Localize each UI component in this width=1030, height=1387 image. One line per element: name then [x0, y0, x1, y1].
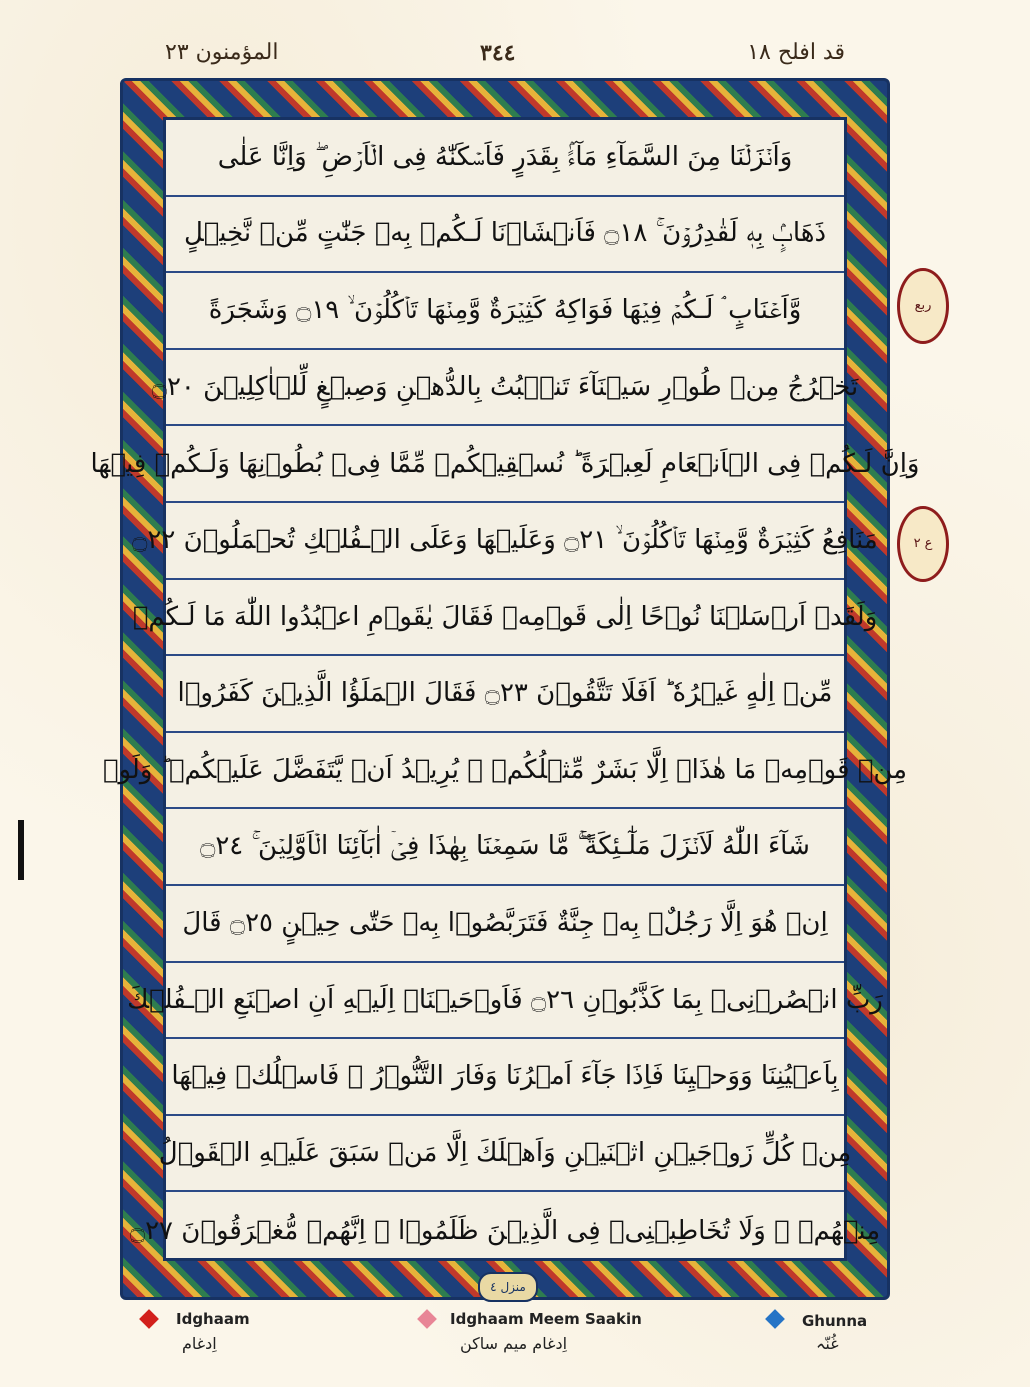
- blue-diamond-icon: [765, 1309, 785, 1329]
- legend-label-urdu: اِدغام: [182, 1334, 217, 1353]
- legend-label-urdu: غُنّہ: [816, 1334, 839, 1353]
- juz-name-header: قد افلح ١٨: [747, 40, 845, 65]
- edge-mark: [18, 820, 24, 880]
- verse-line: تَخۡرُجُ مِنۡ طُوۡرِ سَيۡنَآءَ تَنۡۢبُتُ بِالدُّهۡنِ وَصِبۡغٍ لِّلۡاٰكِلِيۡنَ ۝٢٠: [166, 350, 844, 427]
- verse-line: مِنۡهُمۡ ۚ وَلَا تُخَاطِبۡنِىۡ فِى الَّذِيۡنَ ظَلَمُوۡا ۚ اِنَّهُمۡ مُّغۡرَقُوۡنَ ۝٢٧: [129, 1215, 881, 1246]
- verse-line: وَّاَعۡنَابٍ ۘ لَـكُمۡ فِيۡهَا فَوَاكِهُ كَثِيۡرَةٌ وَّمِنۡهَا تَاۡكُلُوۡنَ ۙ ۝١٩ وَشَجَرَةً: [166, 273, 844, 350]
- verse-line: اِنۡ هُوَ اِلَّا رَجُلٌۢ بِهٖ جِنَّةٌ فَتَرَبَّصُوۡا بِهٖ حَتّٰى حِيۡنٍ ۝٢٥ قَالَ: [166, 886, 844, 963]
- ornamental-border: [90, 78, 920, 1300]
- verse-line: مِنۡ كُلٍّ زَوۡجَيۡنِ اثۡنَيۡنِ وَاَهۡلَكَ اِلَّا مَنۡ سَبَقَ عَلَيۡهِ الۡقَوۡلُ: [166, 1116, 844, 1193]
- verse-line: رَبِّ انۡصُرۡنِىۡ بِمَا كَذَّبُوۡنِ ۝٢٦ فَاَوۡحَيۡنَاۤ اِلَيۡهِ اَنِ اصۡنَعِ الۡـفُلۡكَ: [166, 963, 844, 1040]
- legend-label-urdu: اِدغام میم ساکن: [460, 1334, 568, 1353]
- red-diamond-icon: [139, 1309, 159, 1329]
- surah-name-header: المؤمنون ٢٣: [165, 40, 279, 65]
- page-number: ٣٤٤: [480, 40, 516, 66]
- verse-line: وَاِنَّ لَـكُمۡ فِى الۡاَنۡعَامِ لَعِبۡرَةً ؕ نُسۡقِيۡكُمۡ مِّمَّا فِىۡ بُطُوۡنِهَا وَلَـكُمۡ فِيۡهَا: [166, 426, 844, 503]
- verse-line: مِّنۡ اِلٰهٍ غَيۡرُهٗ ؕ اَفَلَا تَتَّقُوۡنَ ۝٢٣ فَقَالَ الۡمَلَؤُا الَّذِيۡنَ كَفَرُوۡا: [166, 656, 844, 733]
- verse-line: مِنۡ قَوۡمِهٖ مَا هٰذَاۤ اِلَّا بَشَرٌ مِّثۡلُكُمۡ ۙ يُرِيۡدُ اَنۡ يَّتَفَضَّلَ عَلَيۡكُمۡ ؕ وَلَوۡ: [166, 733, 844, 810]
- legend-label: Idghaam Meem Saakin: [450, 1310, 642, 1328]
- rub-marker: ربع: [897, 268, 949, 344]
- manzil-badge: منزل ٤: [478, 1272, 538, 1302]
- legend-label: Ghunna: [802, 1312, 868, 1330]
- ruku-marker: ع ٢: [897, 506, 949, 582]
- pink-diamond-icon: [417, 1309, 437, 1329]
- verse-line: مَنَافِعُ كَثِيۡرَةٌ وَّمِنۡهَا تَاۡكُلُوۡنَ ۙ ۝٢١ وَعَلَيۡهَا وَعَلَى الۡـفُلۡكِ تُحۡمَلُوۡنَ ۝٢٢: [166, 503, 844, 580]
- verse-line: شَآءَ اللّٰهُ لَاَنۡزَلَ مَلٰٓـئِكَةً ۖۚ مَّا سَمِعۡنَا بِهٰذَا فِىۡۤ اٰبَآئِنَا الۡاَوَّلِيۡنَ ۚ ۝٢٤: [166, 809, 844, 886]
- legend-label: Idghaam: [176, 1310, 250, 1328]
- verse-line: ذَهَابٍۢ بِهٖ لَقٰدِرُوۡنَ ۚ ۝١٨ فَاَنۡشَاۡنَا لَـكُمۡ بِهٖ جَنّٰتٍ مِّنۡ نَّخِيۡلٍ: [166, 197, 844, 274]
- verse-line: بِاَعۡيُنِنَا وَوَحۡيِنَا فَاِذَا جَآءَ اَمۡرُنَا وَفَارَ التَّنُّوۡرُ ۙ فَاسۡلُكۡ فِيۡهَا: [166, 1039, 844, 1116]
- verse-line: وَاَنۡزَلۡنَا مِنَ السَّمَآءِ مَآءًۢ بِقَدَرٍ فَاَسۡكَنّٰهُ فِى الۡاَرۡضِ ۖ وَاِنَّا عَلٰى: [166, 120, 844, 197]
- text-panel: [90, 117, 920, 1261]
- verse-lines: [90, 120, 920, 1258]
- verse-line: وَلَقَدۡ اَرۡسَلۡنَا نُوۡحًا اِلٰى قَوۡمِهٖ فَقَالَ يٰقَوۡمِ اعۡبُدُوا اللّٰهَ مَا لَـكُمۡ: [166, 580, 844, 657]
